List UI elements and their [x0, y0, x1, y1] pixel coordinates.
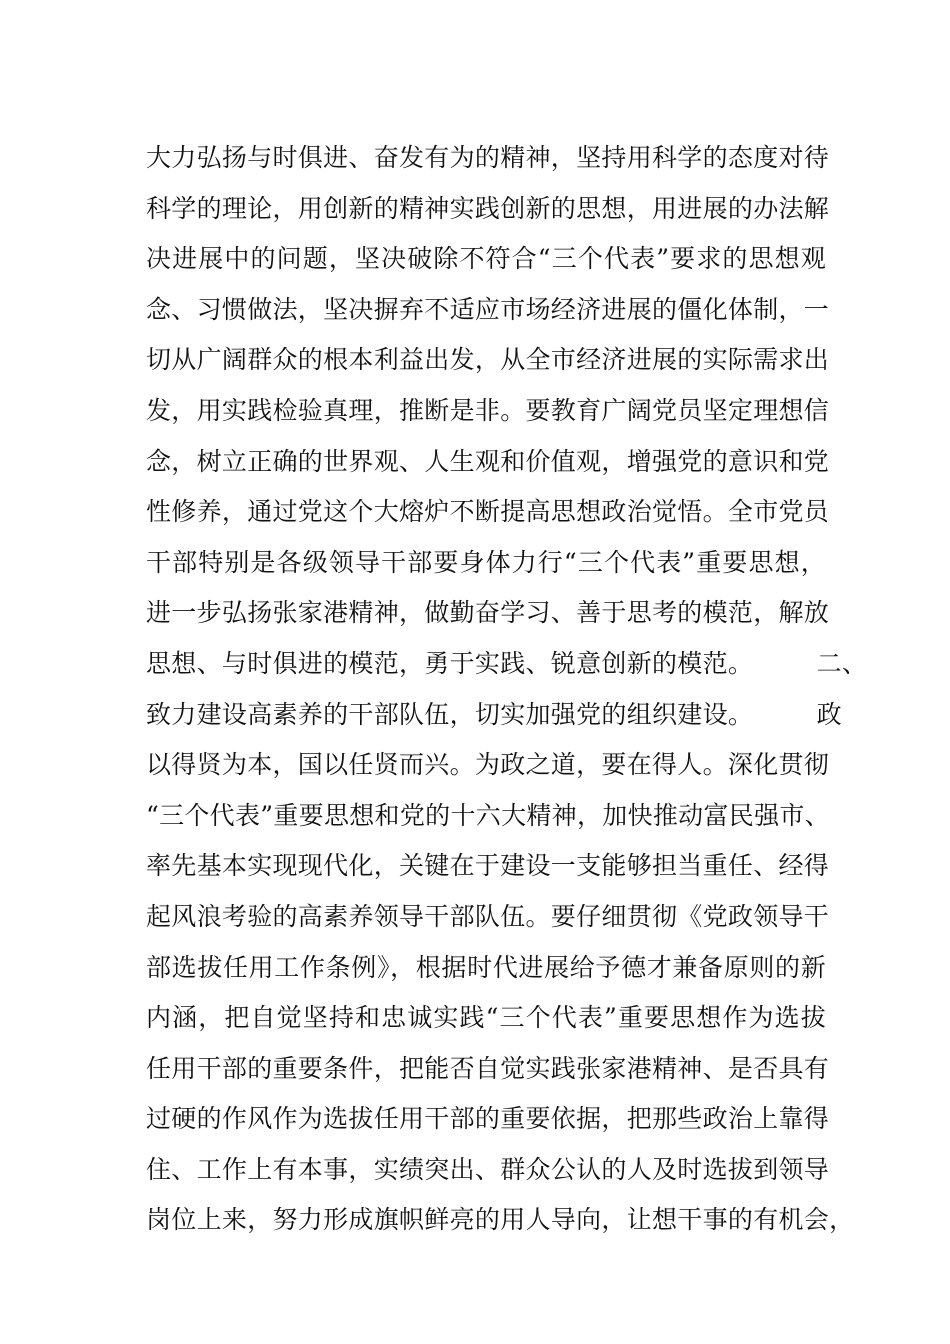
text-line-22: 岗位上来，努力形成旗帜鲜亮的用人导向，让想干事的有机会，: [146, 1205, 855, 1235]
text-line-9: 干部特别是各级领导干部要身体力行“三个代表”重要思想，: [146, 547, 826, 577]
text-line-12: 致力建设高素养的干部队伍，切实加强党的组织建设。 政: [146, 699, 842, 729]
text-line-10: 进一步弘扬张家港精神，做勤奋学习、善于思考的模范，解放: [146, 598, 830, 628]
text-line-13: 以得贤为本，国以任贤而兴。为政之道，要在得人。深化贯彻: [146, 750, 830, 780]
text-line-18: 内涵，把自觉坚持和忠诚实践“三个代表”重要思想作为选拔: [146, 1003, 826, 1033]
text-line-8: 性修养，通过党这个大熔炉不断提高思想政治觉悟。全市党员: [146, 497, 830, 527]
text-line-19: 任用干部的重要条件，把能否自觉实践张家港精神、是否具有: [146, 1053, 830, 1083]
text-line-17: 部选拔任用工作条例》，根据时代进展给予德才兼备原则的新: [146, 952, 826, 982]
text-line-21: 住、工作上有本事，实绩突出、群众公认的人及时选拔到领导: [146, 1154, 830, 1184]
text-line-5: 切从广阔群众的根本利益出发，从全市经济进展的实际需求出: [146, 345, 830, 375]
text-line-4: 念、习惯做法，坚决摒弃不适应市场经济进展的僵化体制，一: [146, 294, 830, 324]
body-text: [146, 133, 868, 1246]
text-line-11: 思想、与时俱进的模范，勇于实践、锐意创新的模范。 二、: [146, 648, 868, 678]
text-line-20: 过硬的作风作为选拔任用干部的重要依据，把那些政治上靠得: [146, 1104, 830, 1134]
text-line-1: 大力弘扬与时俱进、奋发有为的精神，坚持用科学的态度对待: [146, 143, 830, 172]
text-line-15: 率先基本实现现代化，关键在于建设一支能够担当重任、经得: [146, 851, 830, 881]
text-line-14: “三个代表”重要思想和党的十六大精神，加快推动富民强市、: [146, 800, 830, 830]
text-line-16: 起风浪考验的高素养领导干部队伍。要仔细贯彻《党政领导干: [146, 901, 830, 931]
text-line-2: 科学的理论，用创新的精神实践创新的思想，用进展的办法解: [146, 193, 830, 223]
text-line-6: 发，用实践检验真理，推断是非。要教育广阔党员坚定理想信: [146, 395, 830, 425]
text-line-7: 念，树立正确的世界观、人生观和价值观，增强党的意识和党: [146, 446, 830, 476]
text-line-3: 决进展中的问题，坚决破除不符合“三个代表”要求的思想观: [146, 244, 826, 274]
